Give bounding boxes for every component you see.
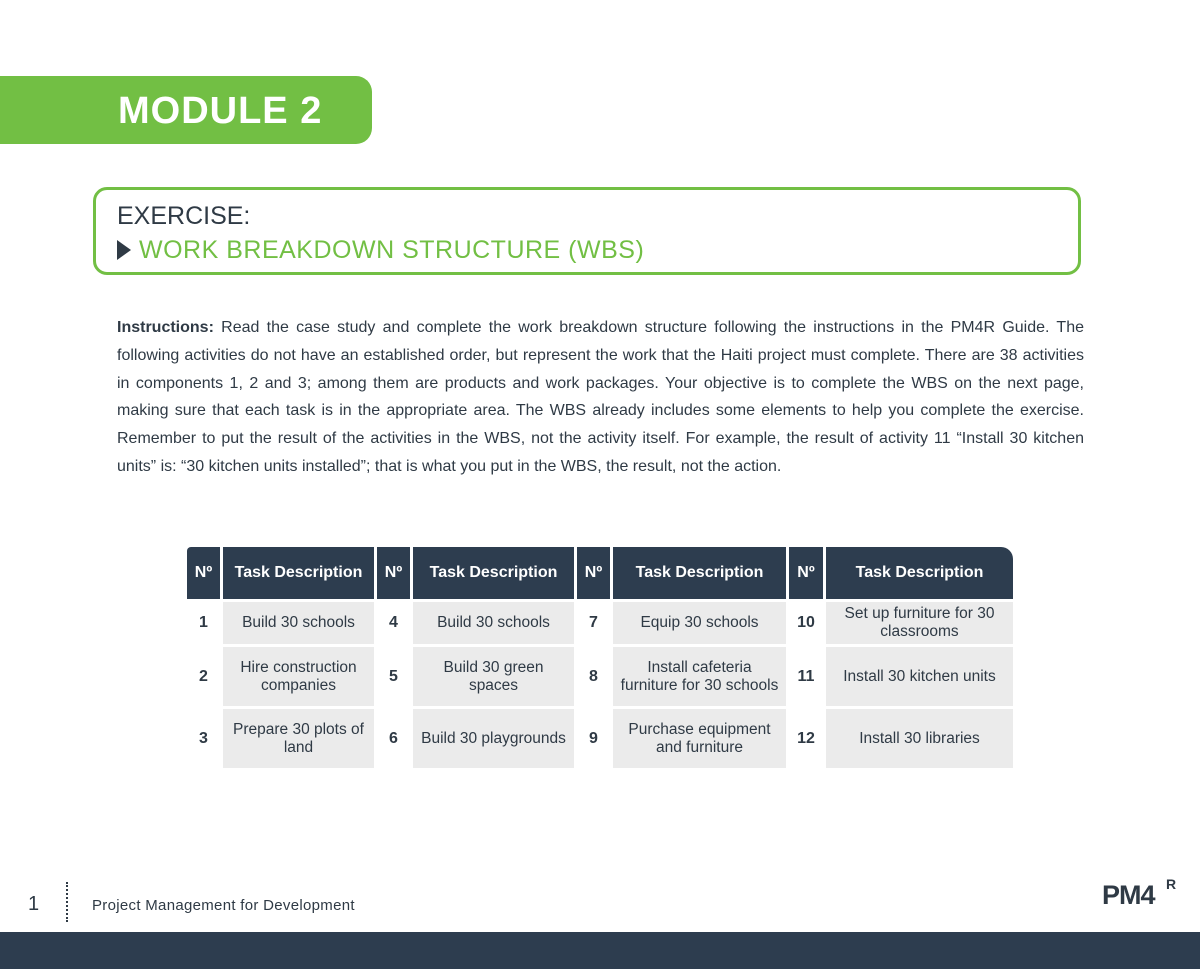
header-number: Nº [377,547,410,599]
header-number: Nº [577,547,610,599]
task-number: 7 [577,602,610,644]
task-number: 6 [377,709,410,768]
task-description: Prepare 30 plots of land [223,709,374,768]
exercise-title: WORK BREAKDOWN STRUCTURE (WBS) [139,235,645,264]
header-task-description: Task Description [826,547,1013,599]
task-description: Build 30 playgrounds [413,709,574,768]
instructions-lead: Instructions: [117,319,214,336]
task-description: Build 30 schools [223,602,374,644]
table-row [187,709,1013,768]
logo-main-text: PM4 [1102,880,1155,910]
triangle-right-icon [117,240,131,260]
module-title: MODULE 2 [118,90,323,132]
header-task-description: Task Description [413,547,574,599]
task-description: Build 30 green spaces [413,647,574,706]
table-row [187,647,1013,706]
task-description: Set up furniture for 30 classrooms [826,602,1013,644]
page-number: 1 [28,893,40,915]
exercise-title-row [117,234,644,266]
footer-bar [0,932,1200,969]
task-number: 5 [377,647,410,706]
task-number: 12 [789,709,823,768]
header-task-description: Task Description [613,547,786,599]
task-description: Install 30 libraries [826,709,1013,768]
header-number: Nº [789,547,823,599]
task-description: Install cafeteria furniture for 30 schools [613,647,786,706]
footer-text: Project Management for Development [92,897,355,914]
task-number: 10 [789,602,823,644]
pm4r-logo [1102,876,1177,916]
exercise-label: EXERCISE: [117,202,251,230]
instructions-body: Read the case study and complete the work breakdown structure following the instructions in the PM4R Guide. The following activities do not have an established order, but represent the work that the Haiti project must complete. There are 38 activities in components 1, 2 and 3; among them are products and work packages. Your objective is to complete the WBS on the next page, making sure that each task is in the appropriate area. The WBS already includes some elements to help you complete the exercise. Remember to put the result of the activities in the WBS, not the activity itself. For example, the result of activity 11 “Install 30 kitchen units” is: “30 kitchen units installed”; that is what you put in the WBS, the result, not the action. [117,319,1084,475]
task-number: 3 [187,709,220,768]
footer-divider [66,882,68,922]
task-table [184,544,1016,771]
task-number: 9 [577,709,610,768]
task-number: 11 [789,647,823,706]
task-number: 4 [377,602,410,644]
header-number: Nº [187,547,220,599]
task-description: Build 30 schools [413,602,574,644]
task-number: 2 [187,647,220,706]
instructions-paragraph [117,314,1084,481]
task-description: Equip 30 schools [613,602,786,644]
task-description: Install 30 kitchen units [826,647,1013,706]
header-task-description: Task Description [223,547,374,599]
task-description: Hire construction companies [223,647,374,706]
logo-superscript: R [1166,876,1177,892]
task-number: 1 [187,602,220,644]
task-description: Purchase equipment and furniture [613,709,786,768]
task-number: 8 [577,647,610,706]
table-row [187,602,1013,644]
table-header-row [187,547,1013,599]
